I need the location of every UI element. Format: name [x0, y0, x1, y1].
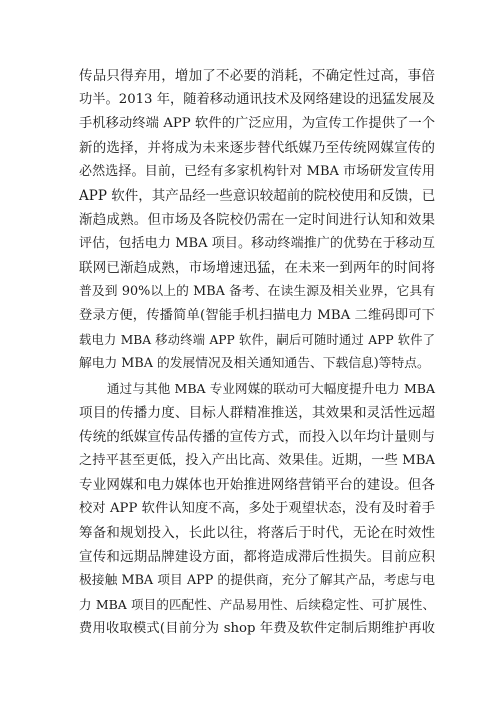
paragraph-1 [79, 64, 435, 376]
text-line: 项目的传播力度、目标人群精准推送，其效果和灵活性远超 [79, 405, 435, 421]
text-line: 极接触 MBA 项目 APP 的提供商，充分了解其产品，考虑与电 [79, 573, 435, 588]
text-line: 传品只得弃用，增加了不必要的消耗，不确定性过高，事倍 [79, 68, 435, 84]
text-line: 专业网媒和电力媒体也开始推进网络营销平台的建设。但各 [79, 477, 435, 493]
text-line: 费用收取模式(目前分为 shop 年费及软件定制后期维护再收 [79, 621, 435, 636]
text-line: 载电力 MBA 移动终端 APP 软件，嗣后可随时通过 APP 软件了 [79, 333, 435, 347]
text-line: 通过与其他 MBA 专业网媒的联动可大幅度提升电力 MBA [107, 381, 435, 396]
text-line: 联网已渐趋成熟，市场增速迅猛，在未来一到两年的时间将 [79, 260, 435, 276]
paragraph-2 [79, 377, 435, 641]
text-line: 普及到 90%以上的 MBA 备考、在读生源及相关业界，它具有 [79, 284, 435, 299]
text-line: 传统的纸媒宣传品传播的宣传方式，而投入以年均计量则与 [79, 429, 435, 445]
text-line: 手机移动终端 APP 软件的广泛应用，为宣传工作提供了一个 [79, 116, 435, 131]
text-line: 必然选择。目前，已经有多家机构针对 MBA 市场研发宣传用 [79, 164, 435, 179]
text-line: 解电力 MBA 的发展情况及相关通知通告、下载信息)等特点。 [79, 356, 430, 371]
text-line: 渐趋成熟。但市场及各院校仍需在一定时间进行认知和效果 [79, 212, 435, 228]
text-line: 功半。2013 年，随着移动通讯技术及网络建设的迅猛发展及 [79, 92, 435, 107]
text-line: 校对 APP 软件认知度不高，多处于观望状态，没有及时着手 [79, 501, 435, 516]
text-line: APP 软件，其产品经一些意识较超前的院校使用和反馈，已 [79, 188, 436, 204]
text-line: 宣传和远期品牌建设方面，都将造成滞后性损失。目前应积 [79, 549, 435, 565]
text-line: 之持平甚至更低，投入产出比高、效果佳。近期，一些 MBA [79, 453, 435, 468]
text-line: 筹备和规划投入，长此以往，将落后于时代，无论在时效性 [79, 525, 435, 541]
text-line: 力 MBA 项目的匹配性、产品易用性、后续稳定性、可扩展性、 [79, 597, 435, 612]
text-line: 登录方便，传播简单(智能手机扫描电力 MBA 二维码即可下 [79, 308, 435, 323]
text-line: 评估，包括电力 MBA 项目。移动终端推广的优势在于移动互 [79, 236, 435, 251]
text-line: 新的选择，并将成为未来逐步替代纸媒乃至传统网媒宣传的 [79, 140, 435, 156]
